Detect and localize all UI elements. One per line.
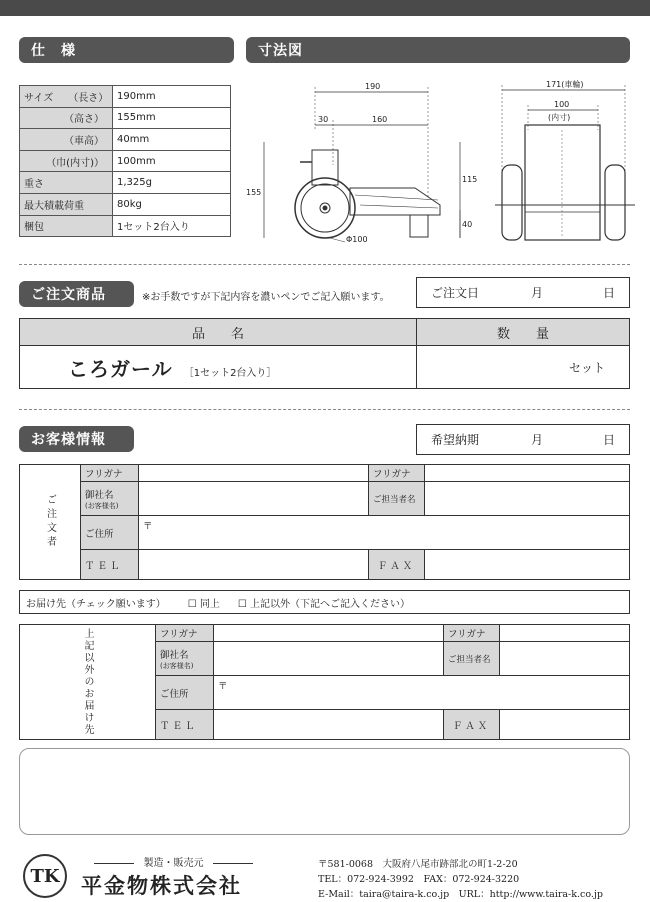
shipto-other-checkbox[interactable]: ☐ 上記以外（下記へご記入ください） — [237, 598, 411, 610]
delivery-date-label: 希望納期 — [431, 433, 480, 447]
company-label — [81, 482, 139, 516]
postal-mark: 〒 — [218, 681, 228, 692]
spec-row — [20, 150, 231, 172]
delivery-date-month: 月 — [531, 433, 544, 447]
spec-label: サイズ （長さ） — [20, 86, 113, 108]
delivery-date-day: 日 — [603, 433, 616, 447]
order-date-label: ご注文日 — [431, 286, 480, 300]
spec-label: 重さ — [20, 172, 113, 194]
customer-info-header-text: お客様情報 — [31, 432, 106, 448]
divider — [19, 409, 630, 410]
order-date-month: 月 — [531, 286, 544, 300]
footer-address — [318, 857, 603, 902]
fax-label: ＦＡＸ — [444, 710, 500, 740]
tel-label: ＴＥＬ — [81, 550, 139, 580]
furigana-input-2[interactable] — [425, 465, 630, 482]
fax-input[interactable] — [425, 550, 630, 580]
dim-171: 171(車輪) — [546, 80, 584, 89]
spec-header — [19, 37, 234, 63]
row-tel — [20, 550, 630, 580]
order-date-box[interactable] — [416, 277, 630, 308]
spec-value: 40mm — [113, 129, 231, 151]
row-furigana — [20, 465, 630, 482]
spec-row — [20, 107, 231, 129]
furigana-input[interactable] — [214, 625, 444, 642]
furigana-input[interactable] — [139, 465, 369, 482]
tel-input[interactable] — [214, 710, 444, 740]
qty-cell[interactable] — [417, 346, 630, 389]
address-line-2: TEL：072-924-3992 FAX：072-924-3220 — [318, 874, 520, 885]
dim-190: 190 — [365, 82, 381, 91]
top-bar — [0, 0, 650, 16]
tel-label: ＴＥＬ — [156, 710, 214, 740]
order-note: ※お手数ですが下記内容を濃いペンでご記入願います。 — [142, 292, 390, 303]
company-label — [156, 642, 214, 676]
spec-label: 最大積載荷重 — [20, 193, 113, 215]
spec-value: 155mm — [113, 107, 231, 129]
order-header-row — [20, 319, 630, 346]
col-product: 品 名 — [20, 319, 417, 346]
order-table — [19, 318, 630, 389]
dim-155: 155 — [246, 188, 262, 197]
spec-label: 梱包 — [20, 215, 113, 237]
tel-input[interactable] — [139, 550, 369, 580]
spec-table — [19, 85, 231, 237]
company-sub-label: (お客様名) — [160, 661, 194, 670]
company-input[interactable] — [139, 482, 369, 516]
company-sub-label: (お客様名) — [85, 501, 119, 510]
orderer-side-label: ご注文者 — [20, 465, 81, 580]
spec-label: （高さ） — [20, 107, 113, 129]
dim-100: 100 — [554, 100, 570, 109]
spec-value: 80kg — [113, 193, 231, 215]
row-company — [20, 482, 630, 516]
delivery-date-box[interactable] — [416, 424, 630, 455]
dim-40: 40 — [462, 220, 473, 229]
logo-text: TK — [30, 865, 60, 887]
fax-input[interactable] — [500, 710, 630, 740]
spec-row — [20, 215, 231, 237]
divider — [19, 264, 630, 265]
order-product-header-text: ご注文商品 — [31, 287, 106, 303]
dim-phi100: Φ100 — [346, 235, 368, 244]
spec-row — [20, 193, 231, 215]
shipto-label: お届け先（チェック願います） — [26, 598, 166, 610]
product-cell — [20, 346, 417, 389]
address-line-3: E-Mail：taira@taira-k.co.jp URL：http://www.taira-k.co.jp — [318, 889, 603, 900]
shipto-same-checkbox[interactable]: ☐ 同上 — [187, 598, 220, 610]
order-product-header — [19, 281, 134, 307]
spec-value: 1セット2台入り — [113, 215, 231, 237]
dimension-header-text: 寸法図 — [258, 43, 303, 59]
dim-inner: (内寸) — [548, 113, 571, 122]
shipto-table — [19, 624, 630, 740]
spec-row — [20, 86, 231, 108]
address-input[interactable] — [214, 676, 630, 710]
company-label-text: 御社名 — [85, 489, 114, 501]
furigana-label: フリガナ — [81, 465, 139, 482]
footer-sub — [81, 854, 266, 869]
row-address — [20, 516, 630, 550]
furigana-label: フリガナ — [156, 625, 214, 642]
col-qty: 数 量 — [417, 319, 630, 346]
dimension-header — [246, 37, 630, 63]
address-label: ご住所 — [156, 676, 214, 710]
spec-label: （車高） — [20, 129, 113, 151]
product-sub: ［1セット2台入り］ — [183, 367, 277, 379]
dim-160: 160 — [372, 115, 388, 124]
product-name: ころガール — [68, 356, 173, 381]
person-input[interactable] — [425, 482, 630, 516]
address-label: ご住所 — [81, 516, 139, 550]
spec-header-text: 仕 様 — [31, 43, 76, 59]
furigana-label-2: フリガナ — [444, 625, 500, 642]
dim-30: 30 — [318, 115, 329, 124]
spec-value: 1,325g — [113, 172, 231, 194]
spec-label: （巾(内寸)） — [20, 150, 113, 172]
side-view — [264, 87, 460, 242]
company-logo — [23, 854, 67, 898]
person-label: ご担当者名 — [369, 482, 425, 516]
orderer-table — [19, 464, 630, 580]
furigana-label-2: フリガナ — [369, 465, 425, 482]
footer-sub-text: 製造・販売元 — [143, 858, 204, 869]
order-date-day: 日 — [603, 286, 616, 300]
footer-company: 平金物株式会社 — [81, 873, 242, 898]
person-label: ご担当者名 — [444, 642, 500, 676]
memo-box[interactable] — [19, 748, 630, 835]
spec-value: 190mm — [113, 86, 231, 108]
shipto-box — [19, 590, 630, 614]
spec-value: 100mm — [113, 150, 231, 172]
order-row — [20, 346, 630, 389]
address-line-1: 〒581-0068 大阪府八尾市跡部北の町1-2-20 — [318, 859, 518, 870]
row-furigana — [20, 625, 630, 642]
dim-115: 115 — [462, 175, 478, 184]
spec-row — [20, 129, 231, 151]
fax-label: ＦＡＸ — [369, 550, 425, 580]
spec-row — [20, 172, 231, 194]
address-input[interactable] — [139, 516, 630, 550]
qty-unit: セット — [568, 360, 605, 375]
customer-info-header — [19, 426, 134, 452]
postal-mark: 〒 — [143, 521, 153, 532]
company-input[interactable] — [214, 642, 444, 676]
furigana-input-2[interactable] — [500, 625, 630, 642]
shipto-side-label: 上記以外のお届け先 — [20, 625, 156, 740]
dimension-drawing — [240, 70, 640, 255]
person-input[interactable] — [500, 642, 630, 676]
company-label-text: 御社名 — [160, 649, 189, 661]
